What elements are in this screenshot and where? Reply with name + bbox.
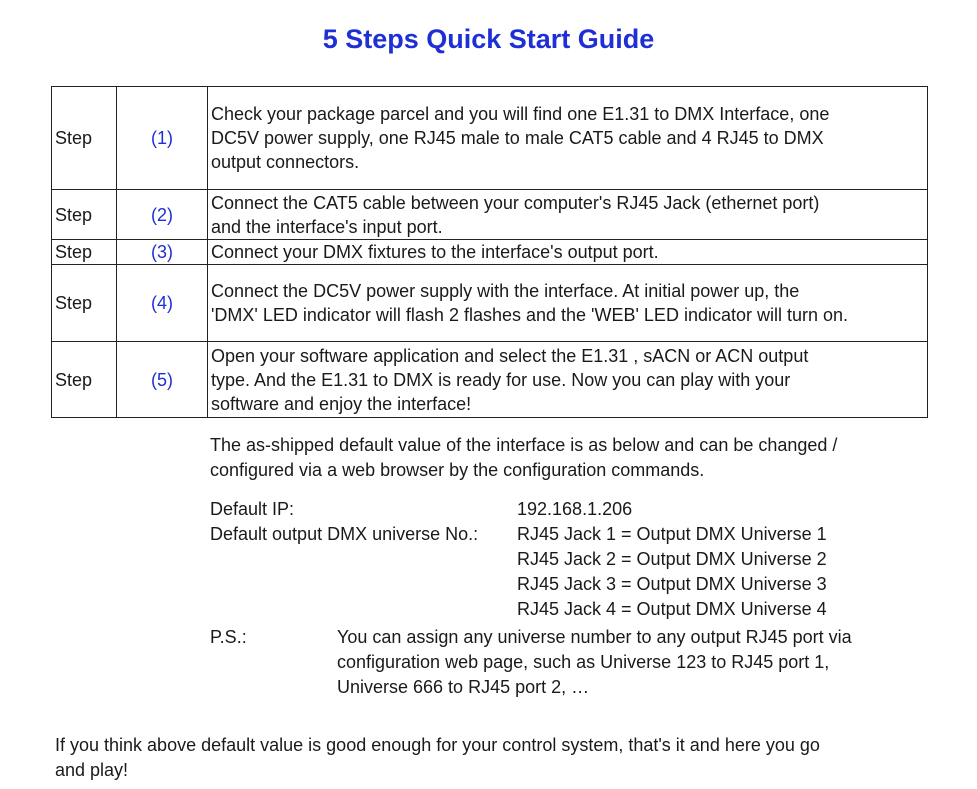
step-label: Step [52, 342, 117, 418]
step-number: (5) [117, 342, 208, 418]
ps-label: P.S.: [210, 627, 247, 647]
step-number: (4) [117, 265, 208, 342]
step-label: Step [52, 240, 117, 265]
step-label: Step [52, 190, 117, 240]
table-row [52, 87, 928, 190]
step-description: Connect the CAT5 cable between your computer's RJ45 Jack (ethernet port) and the interface's input port. [208, 190, 928, 240]
table-row [52, 240, 928, 265]
universe-label: Default output DMX universe No.: [210, 524, 479, 544]
step-number: (2) [117, 190, 208, 240]
step-number: (3) [117, 240, 208, 265]
step-description: Connect the DC5V power supply with the interface. At initial power up, the 'DMX' LED indicator will flash 2 flashes and the 'WEB' LED indicator will turn on. [208, 265, 928, 342]
universe-values: RJ45 Jack 1 = Output DMX Universe 1 RJ45 Jack 2 = Output DMX Universe 2 RJ45 Jack 3 = Output DMX Universe 3 RJ45 Jack 4 = Output DMX Universe 4 [517, 524, 827, 619]
page-title: 5 Steps Quick Start Guide [322, 24, 655, 54]
table-row [52, 190, 928, 240]
step-label: Step [52, 87, 117, 190]
ps-text: You can assign any universe number to any output RJ45 port via configuration web page, such as Universe 123 to RJ45 port 1, Universe 666 to RJ45 port 2, … [337, 627, 852, 697]
step-label: Step [52, 265, 117, 342]
table-row [52, 342, 928, 418]
defaults-note: The as-shipped default value of the interface is as below and can be changed / configured via a web browser by the configuration commands. [210, 435, 838, 480]
default-ip-label: Default IP: [210, 499, 295, 519]
closing-paragraph: If you think above default value is good enough for your control system, that's it and here you go and play! [55, 735, 820, 780]
step-number: (1) [117, 87, 208, 190]
table-row [52, 265, 928, 342]
step-description: Connect your DMX fixtures to the interface's output port. [208, 240, 928, 265]
step-description: Check your package parcel and you will find one E1.31 to DMX Interface, one DC5V power supply, one RJ45 male to male CAT5 cable and 4 RJ45 to DMX output connectors. [208, 87, 928, 190]
step-description: Open your software application and select the E1.31 , sACN or ACN output type. And the E1.31 to DMX is ready for use. Now you can play with your software and enjoy the interface! [208, 342, 928, 418]
default-ip-value: 192.168.1.206 [517, 499, 633, 519]
steps-table [51, 86, 928, 418]
